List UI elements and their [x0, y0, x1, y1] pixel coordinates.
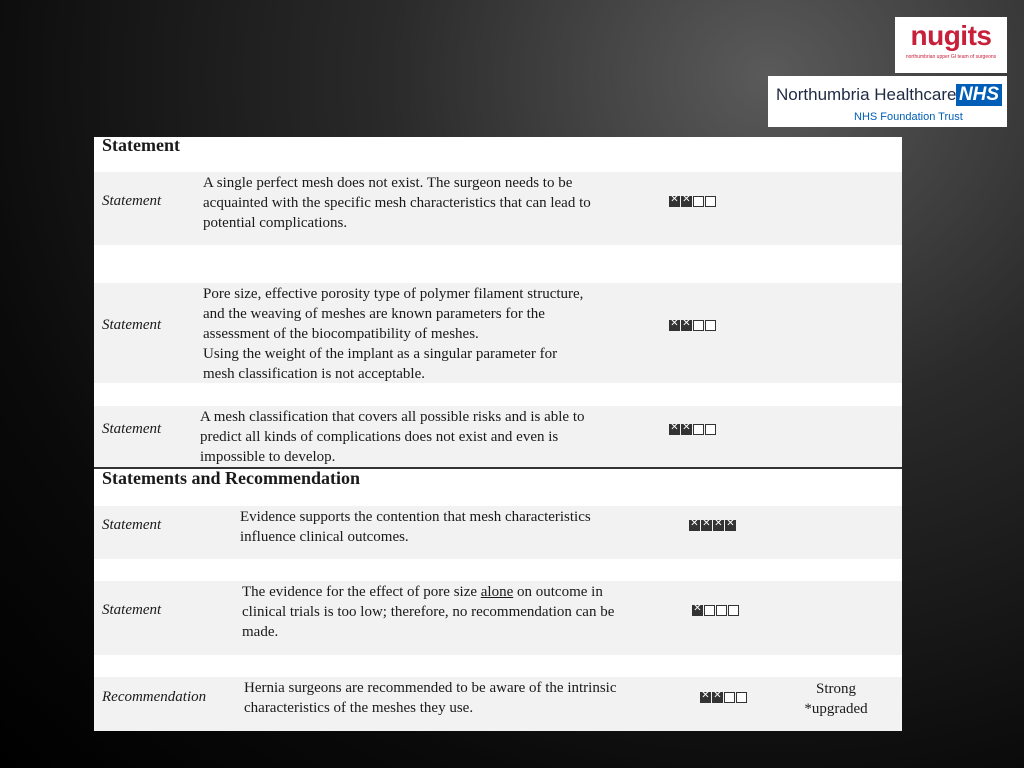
evidence-box-empty — [705, 320, 716, 331]
evidence-box-empty — [705, 196, 716, 207]
row-text: A single perfect mesh does not exist. The surgeon needs to be acquainted with the specific mesh characteristics that can lead to potential complications. — [203, 175, 591, 231]
evidence-box-empty — [705, 424, 716, 435]
row-label: Statement — [102, 421, 162, 437]
row-text-part: The evidence for the effect of pore size — [242, 584, 481, 600]
evidence-box-checked — [669, 196, 680, 207]
row-label: Statement — [102, 317, 162, 333]
evidence-box-checked — [700, 692, 711, 703]
evidence-boxes — [669, 424, 716, 435]
row-text-underlined: alone — [480, 584, 514, 600]
row-label: Statement — [102, 602, 162, 618]
evidence-box-checked — [681, 424, 692, 435]
row-text — [242, 582, 614, 642]
evidence-box-checked — [669, 424, 680, 435]
evidence-box-empty — [693, 320, 704, 331]
nhs-logo-badge: NHS — [956, 84, 1002, 106]
evidence-boxes — [669, 196, 716, 207]
row-text: Hernia surgeons are recommended to be aware of the intrinsic characteristics of the meshes they use. — [244, 680, 617, 716]
row-text: A mesh classification that covers all possible risks and is able to predict all kinds of complications does not exist and even is impossible to develop. — [200, 409, 585, 465]
evidence-box-empty — [728, 605, 739, 616]
evidence-box-checked — [701, 520, 712, 531]
evidence-box-checked — [669, 320, 680, 331]
row-label: Statement — [102, 193, 162, 209]
evidence-box-empty — [724, 692, 735, 703]
evidence-box-checked — [712, 692, 723, 703]
evidence-box-checked — [689, 520, 700, 531]
row-text-part: on outcome in clinical trials is too low; therefore, no recommendation can be made. — [242, 584, 615, 640]
evidence-box-empty — [716, 605, 727, 616]
nhs-logo-trust: NHS Foundation Trust — [854, 111, 963, 123]
nugits-logo-word: nugits — [910, 20, 992, 51]
row-text: Evidence supports the contention that mesh characteristics influence clinical outcomes. — [240, 509, 591, 545]
evidence-boxes — [692, 605, 739, 616]
row-label: Recommendation — [102, 689, 207, 705]
evidence-boxes — [700, 692, 747, 703]
row-label: Statement — [102, 517, 162, 533]
northumbria-nhs-logo — [768, 76, 1007, 127]
evidence-box-checked — [681, 320, 692, 331]
evidence-box-checked — [692, 605, 703, 616]
evidence-boxes — [669, 320, 716, 331]
section-heading-statement: Statement — [102, 137, 180, 155]
evidence-box-empty — [704, 605, 715, 616]
evidence-box-checked — [725, 520, 736, 531]
guideline-table — [94, 137, 902, 731]
evidence-box-empty — [736, 692, 747, 703]
row-text: Pore size, effective porosity type of polymer filament structure, and the weaving of meshes are known parameters for the assessment of the biocompatibility of meshes. Using the weight of the implant as a singular parameter for mesh classification is not acceptable. — [203, 286, 584, 382]
evidence-box-checked — [713, 520, 724, 531]
section-heading-statements-and-recommendation: Statements and Recommendation — [102, 468, 360, 488]
evidence-box-empty — [693, 424, 704, 435]
recommendation-grade: Strong *upgraded — [804, 681, 868, 717]
evidence-boxes — [689, 520, 736, 531]
evidence-box-empty — [693, 196, 704, 207]
nugits-logo — [895, 17, 1007, 73]
nugits-logo-tagline: northumbrian upper GI team of surgeons — [905, 54, 997, 60]
nhs-logo-org: Northumbria Healthcare — [776, 85, 957, 104]
evidence-box-checked — [681, 196, 692, 207]
